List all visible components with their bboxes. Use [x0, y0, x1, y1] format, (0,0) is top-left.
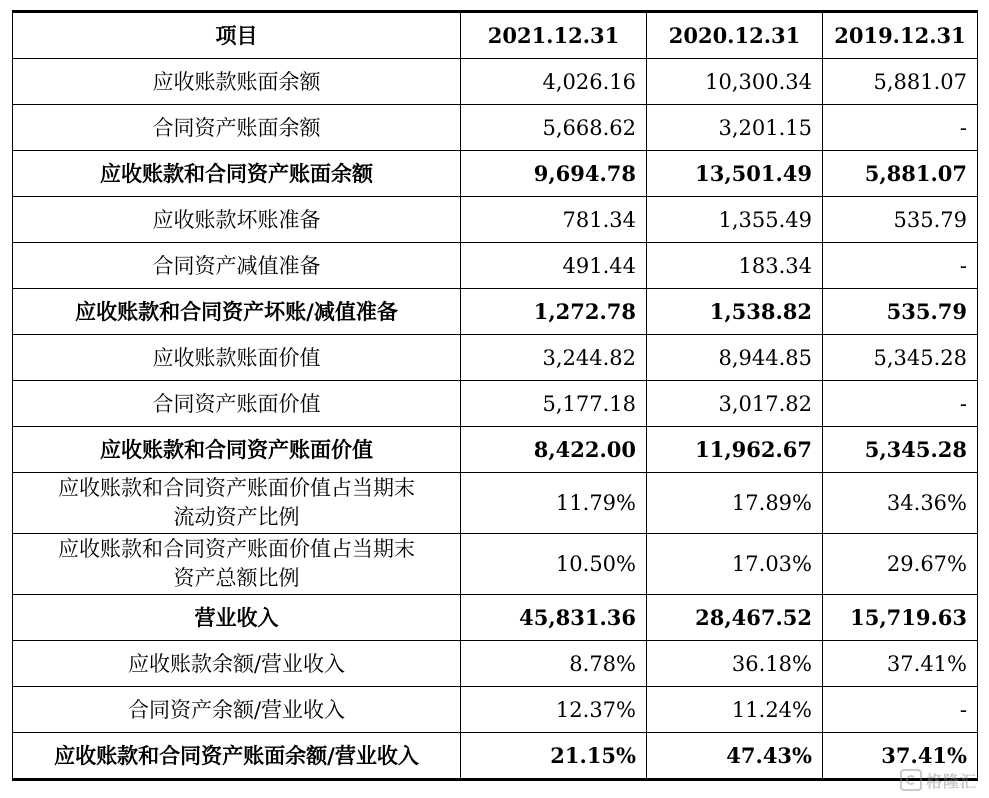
row-item-label-line: 营业收入: [194, 604, 279, 630]
table-row: [13, 733, 978, 780]
value-2020: 17.89%: [647, 473, 823, 534]
row-item-label-line: 合同资产账面余额: [152, 115, 321, 140]
row-item-label-line: 应收账款和合同资产账面价值占当期末: [58, 537, 415, 561]
row-item-label: [13, 733, 461, 780]
value-2020: 183.34: [647, 243, 823, 289]
row-item-label: [13, 687, 461, 733]
table-row: [13, 687, 978, 733]
table-row: [13, 151, 978, 197]
gelonghui-logo-icon: [900, 769, 922, 791]
watermark: [900, 765, 988, 795]
value-2019: 535.79: [823, 197, 978, 243]
table-row: [13, 335, 978, 381]
watermark-text: 格隆汇: [926, 771, 978, 791]
value-2021: 3,244.82: [461, 335, 647, 381]
row-item-label: [13, 105, 461, 151]
value-2020: 8,944.85: [647, 335, 823, 381]
value-2021: 4,026.16: [461, 59, 647, 105]
value-2021: 781.34: [461, 197, 647, 243]
value-2021: 12.37%: [461, 687, 647, 733]
row-item-label-line: 应收账款和合同资产账面余额: [100, 160, 373, 186]
table-row: [13, 641, 978, 687]
row-item-label-line: 应收账款账面余额: [152, 69, 321, 94]
financial-table-container: [12, 10, 977, 781]
value-2021: 8.78%: [461, 641, 647, 687]
value-2020: 10,300.34: [647, 59, 823, 105]
row-item-label: [13, 381, 461, 427]
value-2019: 15,719.63: [823, 595, 978, 641]
row-item-label: [13, 289, 461, 335]
row-item-label: [13, 59, 461, 105]
value-2020: 11,962.67: [647, 427, 823, 473]
value-2019: 5,345.28: [823, 335, 978, 381]
value-2021: 491.44: [461, 243, 647, 289]
table-row: [13, 534, 978, 595]
header-2019: 2019.12.31: [823, 12, 978, 59]
row-item-label-line: 应收账款余额/营业收入: [127, 651, 346, 676]
value-2021: 1,272.78: [461, 289, 647, 335]
row-item-label: [13, 595, 461, 641]
value-2020: 17.03%: [647, 534, 823, 595]
row-item-label: [13, 197, 461, 243]
table-row: [13, 243, 978, 289]
table-row: [13, 197, 978, 243]
row-item-label-line: 合同资产减值准备: [152, 253, 321, 278]
row-item-label-line: 合同资产余额/营业收入: [127, 697, 346, 722]
row-item-label: [13, 151, 461, 197]
table-row: [13, 105, 978, 151]
row-item-label: [13, 243, 461, 289]
row-item-label-line: 应收账款和合同资产账面价值: [100, 436, 373, 462]
row-item-label: [13, 534, 461, 595]
header-2020: 2020.12.31: [647, 12, 823, 59]
table-body: [13, 59, 978, 780]
table-row: [13, 427, 978, 473]
value-2020: 11.24%: [647, 687, 823, 733]
value-2020: 13,501.49: [647, 151, 823, 197]
value-2019: -: [823, 243, 978, 289]
value-2019: -: [823, 381, 978, 427]
table-row: [13, 473, 978, 534]
row-item-label-line: 应收账款坏账准备: [152, 207, 321, 232]
value-2021: 5,668.62: [461, 105, 647, 151]
row-item-label: [13, 473, 461, 534]
value-2020: 28,467.52: [647, 595, 823, 641]
table-row: [13, 381, 978, 427]
value-2019: 5,881.07: [823, 151, 978, 197]
value-2019: 535.79: [823, 289, 978, 335]
value-2019: 29.67%: [823, 534, 978, 595]
value-2020: 36.18%: [647, 641, 823, 687]
value-2021: 45,831.36: [461, 595, 647, 641]
table-header-row: [13, 12, 978, 59]
value-2021: 9,694.78: [461, 151, 647, 197]
value-2020: 1,355.49: [647, 197, 823, 243]
row-item-label-line: 应收账款账面价值: [152, 345, 321, 370]
value-2021: 11.79%: [461, 473, 647, 534]
header-item: 项目: [13, 12, 461, 59]
row-item-label: [13, 335, 461, 381]
value-2020: 3,201.15: [647, 105, 823, 151]
value-2020: 3,017.82: [647, 381, 823, 427]
table-row: [13, 59, 978, 105]
table-row: [13, 289, 978, 335]
row-item-label-line: 应收账款和合同资产账面价值占当期末: [58, 476, 415, 500]
value-2019: -: [823, 687, 978, 733]
value-2020: 1,538.82: [647, 289, 823, 335]
value-2019: 34.36%: [823, 473, 978, 534]
financial-table: [12, 10, 978, 781]
value-2019: 37.41%: [823, 733, 978, 780]
table-row: [13, 595, 978, 641]
value-2019: 5,345.28: [823, 427, 978, 473]
header-2021: 2021.12.31: [461, 12, 647, 59]
value-2019: -: [823, 105, 978, 151]
value-2021: 10.50%: [461, 534, 647, 595]
row-item-label-line: 合同资产账面价值: [152, 391, 321, 416]
row-item-label-line: 资产总额比例: [173, 566, 300, 590]
value-2020: 47.43%: [647, 733, 823, 780]
row-item-label: [13, 427, 461, 473]
row-item-label-line: 应收账款和合同资产坏账/减值准备: [75, 298, 398, 324]
row-item-label: [13, 641, 461, 687]
row-item-label-line: 应收账款和合同资产账面余额/营业收入: [54, 742, 419, 768]
value-2019: 5,881.07: [823, 59, 978, 105]
row-item-label-line: 流动资产比例: [173, 505, 300, 529]
value-2021: 5,177.18: [461, 381, 647, 427]
value-2021: 21.15%: [461, 733, 647, 780]
value-2019: 37.41%: [823, 641, 978, 687]
value-2021: 8,422.00: [461, 427, 647, 473]
